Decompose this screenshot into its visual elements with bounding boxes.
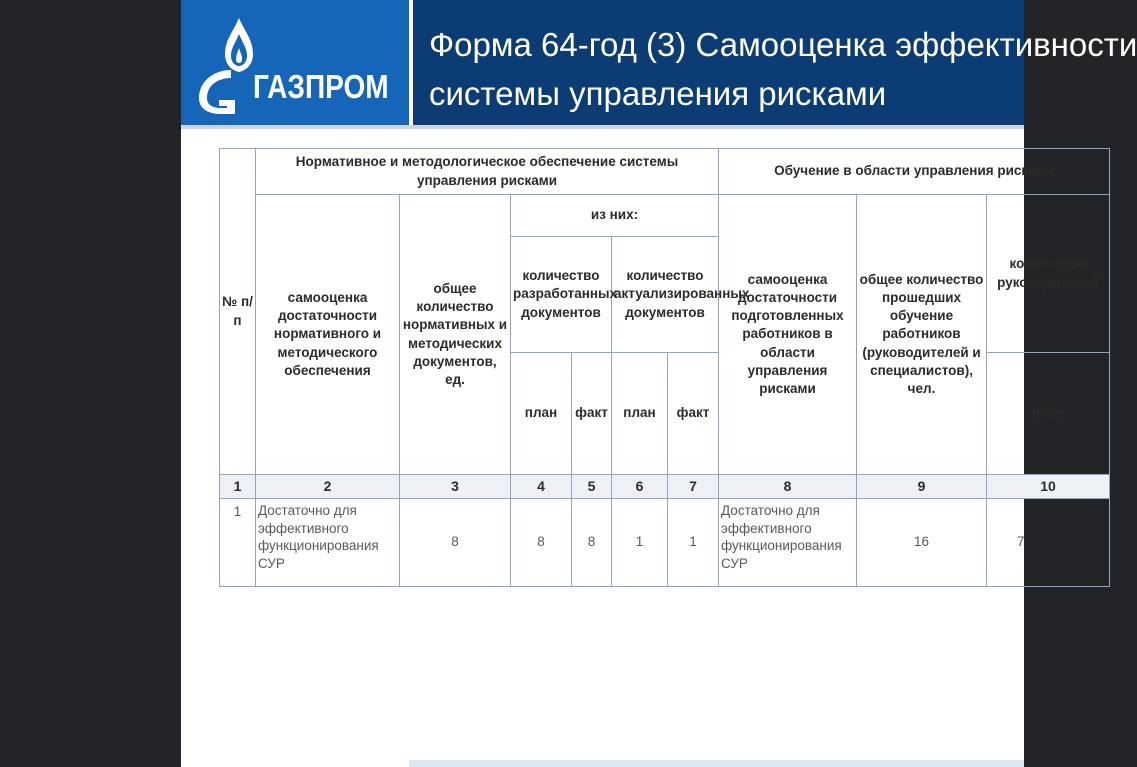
header-underline [181,125,1024,129]
col-index-1: 1 [220,475,256,499]
col-index-3: 3 [400,475,511,499]
col-index-4: 4 [511,475,572,499]
updated-fact-value: 1 [668,499,719,587]
logo-panel [181,0,409,125]
developed-docs-header: количество разработанных документов [511,237,612,353]
col-number-header: № п/п [220,149,256,475]
total-trained-value: 16 [857,499,987,587]
col-index-9: 9 [857,475,987,499]
updated-plan-header: план [612,353,668,475]
group-training-header: Обучение в области управления рисками [719,149,1110,195]
logo-text: ГАЗПРОМ [253,68,389,105]
developed-plan-header: план [511,353,572,475]
col-index-7: 7 [668,475,719,499]
of-them-header: из них: [511,195,719,237]
self-assessment-training-header: самооценка достаточности подготовленных работников в области управления рисками [719,195,857,475]
self-assessment-normative-value: Достаточно для эффективного функционирования СУР [256,499,400,587]
title-panel [413,0,1137,125]
col-index-10: 10 [987,475,1110,499]
footer-strip [409,760,1024,767]
self-assessment-training-value: Достаточно для эффективного функционирования СУР [719,499,857,587]
developed-plan-value: 8 [511,499,572,587]
self-assessment-normative-header: самооценка достаточности нормативного и методического обеспечения [256,195,400,475]
total-documents-value: 8 [400,499,511,587]
slide [181,0,1137,767]
gazprom-flame-icon [195,18,259,114]
managers-plan-header: план [987,353,1110,475]
developed-fact-value: 8 [572,499,612,587]
updated-docs-header: количество актуализированных документов [612,237,719,353]
risk-assessment-table [219,148,1110,587]
row-number: 1 [220,499,256,587]
group-normative-header: Нормативное и методологическое обеспечение системы управления рисками [256,149,719,195]
slide-title-line-2: системы управления рисками [429,75,887,112]
updated-fact-header: факт [668,353,719,475]
updated-plan-value: 1 [612,499,668,587]
slide-title-line-1: Форма 64-год (3) Самооценка эффективности [429,26,1137,63]
col-index-5: 5 [572,475,612,499]
developed-fact-header: факт [572,353,612,475]
col-index-8: 8 [719,475,857,499]
col-index-6: 6 [612,475,668,499]
total-documents-header: общее количество нормативных и методических документов, ед. [400,195,511,475]
managers-count-header: количество руководителей [987,195,1110,353]
total-trained-header: общее количество прошедших обучение работников (руководителей и специалистов), чел. [857,195,987,475]
col-index-2: 2 [256,475,400,499]
managers-plan-value: 7 [987,499,1110,587]
